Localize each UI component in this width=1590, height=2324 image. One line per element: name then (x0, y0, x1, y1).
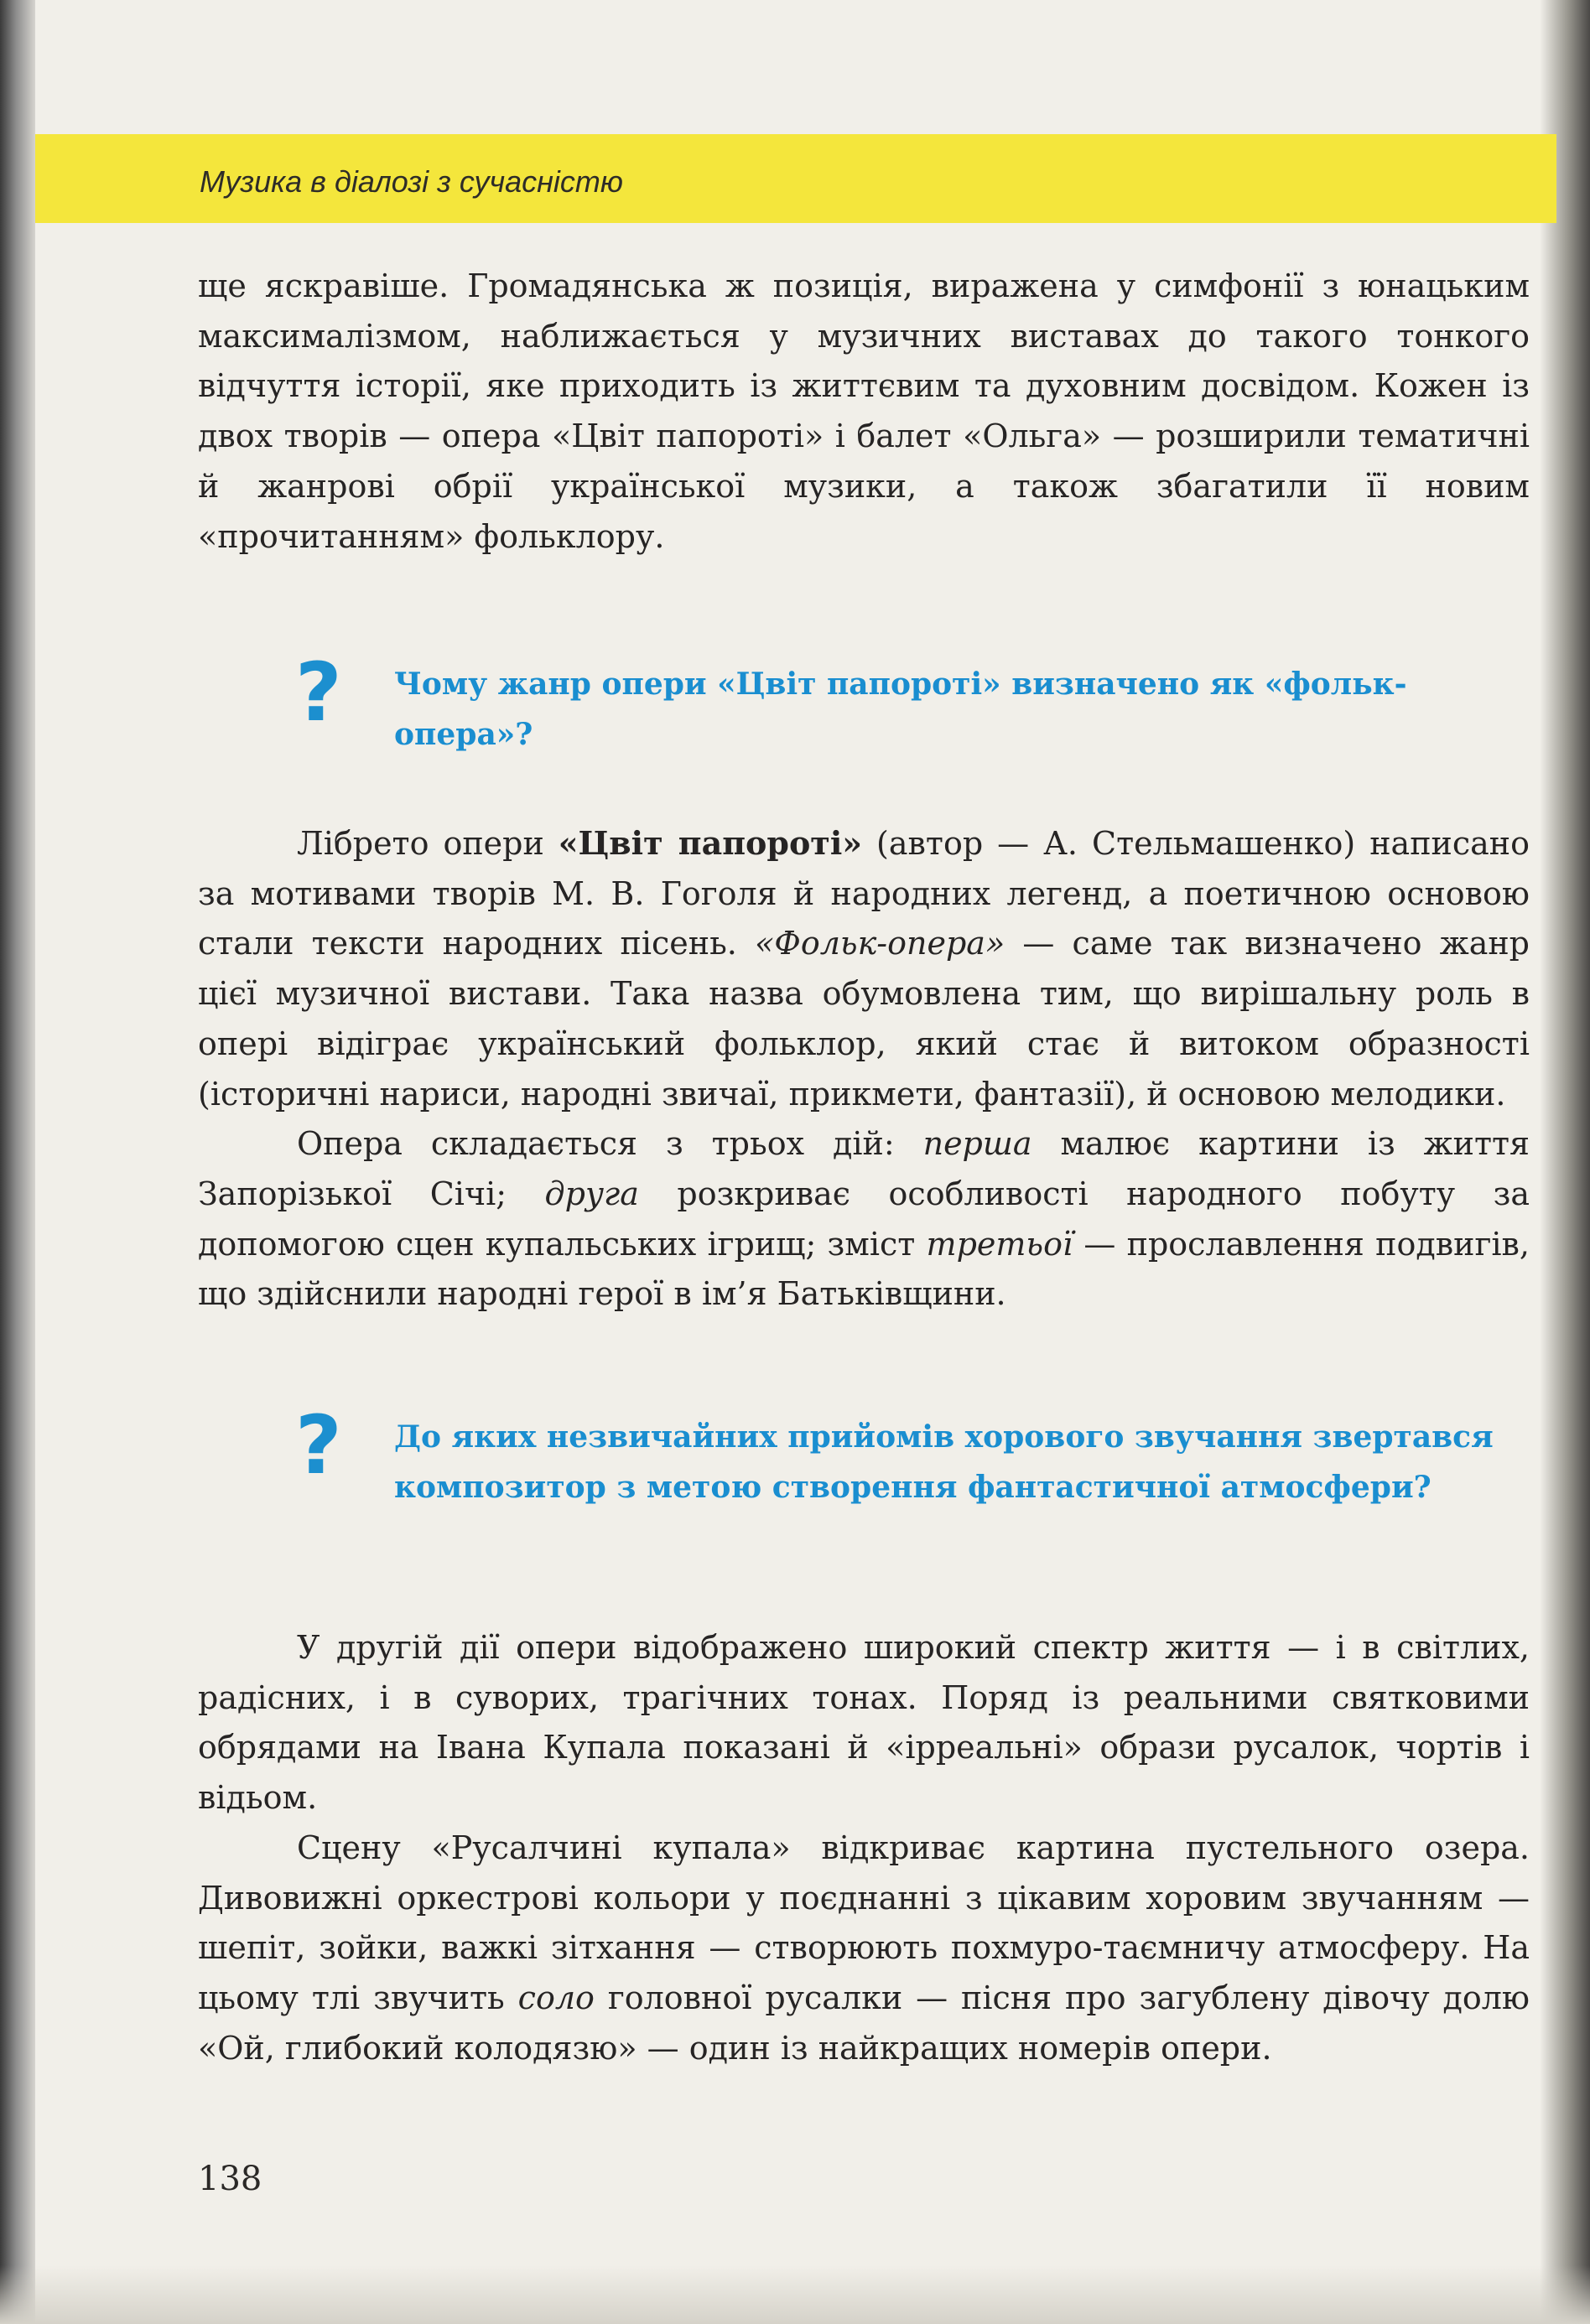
act-term-second: друга (544, 1175, 639, 1212)
page-number: 138 (198, 2160, 262, 2198)
book-gutter (0, 0, 35, 2324)
question-text: Чому жанр опери «Цвіт папороті» визначено як «фольк-опера»? (394, 667, 1407, 752)
act-term-third: третьої (926, 1225, 1073, 1263)
paragraph-acts: Опера складається з трьох дій: перша малює картини із життя Запорізької Січі; друга розкриває особливості народного побуту за допомогою сцен купальських ігрищ; зміст третьої — прославлення подвигів, що здійснили народні герої в ім’я Батьківщини. (198, 1125, 1530, 1313)
genre-term: «Фольк-опера» (755, 925, 1005, 962)
paragraph-mermaid-scene: Сцену «Русалчині купала» відкриває картина пустельного озера. Дивовижні оркестрові кольори у поєднанні з цікавим хоровим звучанням — шепіт, зойки, важкі зітхання — створюють похмуро-таємничу атмосферу. На цьому тлі звучить соло головної русалки — пісня про загублену дівочу долю «Ой, глибокий колодязю» — один із найкращих номерів опери. (198, 1829, 1530, 2067)
paragraph-continuation (198, 262, 1530, 562)
paragraph-second-act (198, 1623, 1530, 2073)
question-mark-icon: ? (295, 646, 342, 739)
section-header-title: Музика в діалозі з сучасністю (200, 164, 623, 199)
opera-title: «Цвіт папороті» (558, 824, 863, 862)
question-text: До яких незвичайних прийомів хорового звучання звертався композитор з метою створення фантастичної атмосфери? (394, 1419, 1494, 1505)
page-edge-shadow (1540, 0, 1590, 2324)
paragraph-text: ще яскравіше. Громадянська ж позиція, виражена у симфонії з юнацьким максималізмом, наближається у музичних виставах до такого тонкого відчуття історії, яке приходить із життєвим та духовним досвідом. Кожен із двох творів — опера «Цвіт папороті» і балет «Ольга» — розширили тематичні й жанрові обрії української музики, а також збагатили її новим «прочитанням» фольклору. (198, 267, 1530, 555)
paragraph-libretto (198, 818, 1530, 1320)
paragraph-text: Лібрето опери «Цвіт папороті» (автор — А. Стельмашенко) написано за мотивами творів М. В. Гоголя й народних легенд, а поетичною основою стали тексти народних пісень. «Фольк-опера» — саме так визначено жанр цієї музичної вистави. Така назва обумовлена тим, що вирішальну роль в опері відіграє український фольклор, який стає й витоком образності (історичні нариси, народні звичаї, прикмети, фантазії), й основою мелодики. (198, 824, 1530, 1113)
paragraph-text: У другій дії опери відображено широкий спектр життя — і в світлих, радісних, і в суворих, трагічних тонах. Поряд із реальними святковими обрядами на Івана Купала показані й «ірреальні» образи русалок, чортів і відьом. (198, 1629, 1530, 1817)
act-term-first: перша (922, 1125, 1032, 1163)
question-mark-icon: ? (295, 1398, 342, 1492)
solo-term: соло (517, 1979, 595, 2016)
page-bottom-shadow (0, 2265, 1590, 2324)
